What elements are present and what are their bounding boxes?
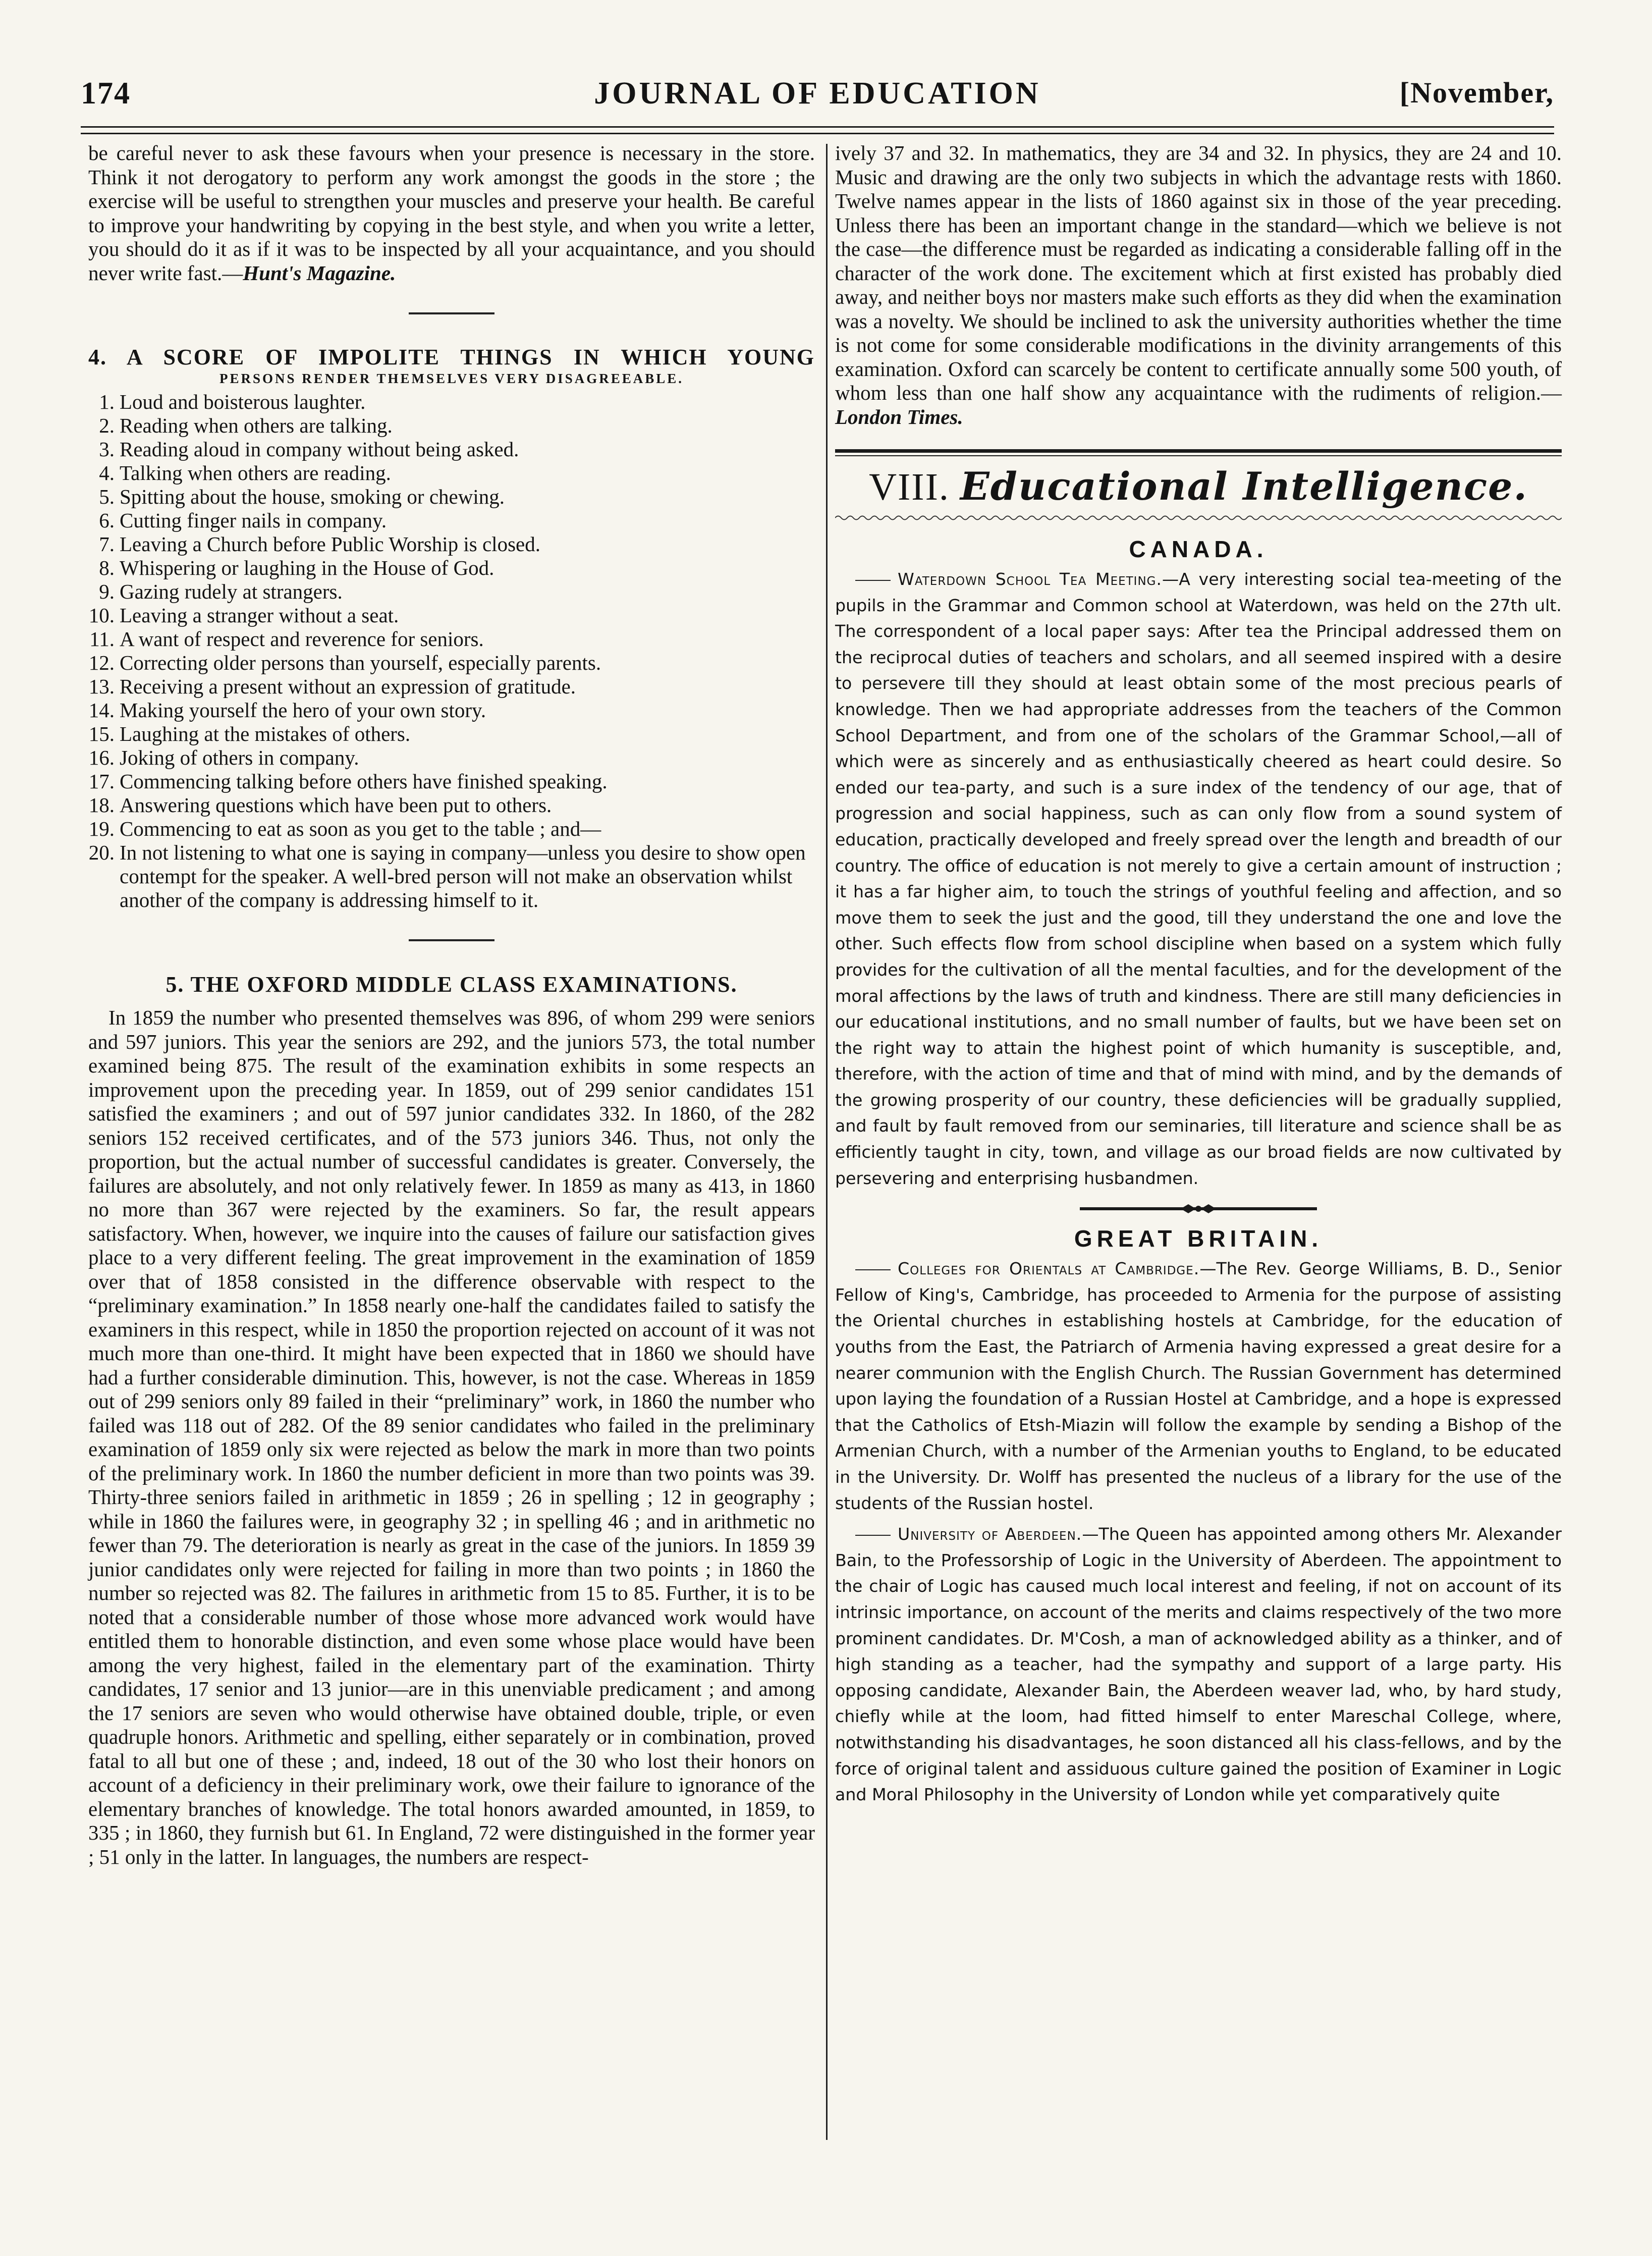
section-8-rule: [835, 449, 1562, 456]
item-dash: [855, 580, 891, 581]
list-item-text: Reading aloud in company without being asked.: [120, 438, 519, 461]
list-item-text: Commencing to eat as soon as you get to the table ; and—: [120, 817, 601, 840]
list-item: [88, 817, 815, 841]
impolite-things-list: [88, 390, 815, 912]
waterdown-kicker: Waterdown School Tea Meeting.: [898, 569, 1163, 589]
list-item: [88, 532, 815, 556]
list-item: [88, 390, 815, 414]
list-item-number: 15.: [88, 722, 115, 745]
canada-heading: CANADA.: [1129, 536, 1268, 562]
list-item: [88, 841, 815, 912]
left-column: [88, 141, 815, 1869]
list-item-text: In not listening to what one is saying in company—unless you desire to show open contempt for the speaker. A well-bred person will not make an observation whilst another of the company is addressing himself to it.: [120, 841, 806, 911]
list-item-text: Making yourself the hero of your own story.: [120, 699, 486, 722]
list-item-number: 6.: [99, 509, 115, 532]
section-5-body: In 1859 the number who presented themselves was 896, of whom 299 were seniors and 597 juniors. This year the seniors are 292, and the juniors 573, the total number examined being 875. The result of the examination exhibits in some respects an improvement upon the preceding year. In 1859, out of 299 senior candidates 151 satisfied the examiners ; and out of 597 junior candidates 332. In 1860, of the 282 seniors 152 received certificates, and of the 573 juniors 346. Thus, not only the proportion, but the actual number of successful candidates is greater. Conversely, the failures are absolutely, and not only relatively fewer. In 1859 as many as 413, in 1860 no more than 367 were rejected by the examiners. So far, the result appears satisfactory. When, however, we inquire into the causes of failure our satisfaction gives place to a very different feeling. The great improvement in the examination of 1859 over that of 1858 consisted in the difference observable with respect to the “preliminary examination.” In 1858 nearly one-half the candidates failed to satisfy the examiners in this respect, while in 1850 the proportion rejected on account of it was not much more than one-third. It might have been expected that in 1860 we should have had a further considerable diminution. This, however, is not the case. Whereas in 1859 out of 299 seniors only 89 failed in their “preliminary” work, in 1860 the number who failed was 118 out of 282. Of the 89 senior candidates who failed in the preliminary examination of 1859 only six were rejected as below the mark in more than two points of the preliminary work. In 1860 the number deficient in more than two points was 39. Thirty-three seniors failed in arithmetic in 1859 ; 26 in spelling ; 12 in geography ; while in 1860 the failures were, in geography 32 ; in spelling 46 ; and in arithmetic no fewer than 79. The deterioration is nearly as great in the case of the juniors. In 1859 39 junior candidates only were rejected for failing in more than two points ; in 1860 the number so rejected was 82. The failures in arithmetic from 15 to 85. Further, it is to be noted that a considerable number of those whose more advanced work would have entitled them to honorable distinction, and even some whose place would have been among the very highest, failed in the elementary part of the examination. Thirty candidates, 17 senior and 13 junior—are in this unenviable predicament ; and among the 17 seniors are seven who would otherwise have obtained double, triple, or even quadruple honors. Arithmetic and spelling, either separately or in combination, proved fatal to all but one of these ; and, indeed, 18 out of the 30 who lost their honors on account of a deficiency in their preliminary work, owe their failure to ignorance of the elementary branches of knowledge. The total honors awarded amounted, in 1859, to 335 ; in 1860, they furnish but 61. In England, 72 were distinguished in the former year ; 51 only in the latter. In languages, the numbers are respect-: [88, 1006, 815, 1868]
section-8-title: Educational Intelligence.: [960, 464, 1528, 509]
section-separator: [409, 312, 494, 314]
list-item-number: 10.: [88, 604, 115, 627]
list-item-number: 2.: [99, 414, 115, 437]
cambridge-body: —The Rev. George Williams, B. D., Senior Fellow of King's, Cambridge, has proceeded to Armenia for the purpose of assisting the Oriental churches in establishing hostels at Cambridge, for the education of youths from the East, the Patriarch of Armenia having expressed a great desire for a nearer communion with the English Church. The Russian Government has determined upon laying the foundation of a Russian Hostel at Cambridge, and a hope is expressed that the Catholics of Etsh-Miazin will follow the example by sending a Bishop of the Armenian Church, with a number of the Armenian youths to England, to be educated in the University. Dr. Wolff has presented the nucleus of a library for the use of the students of the Russian hostel.: [835, 1259, 1562, 1513]
continuation-paragraph: ively 37 and 32. In mathematics, they are 34 and 32. In physics, they are 24 and 10. Music and drawing are the only two subjects in which the advantage rests with 1860. Twelve names appear in the lists of 1860 against six in those of the year preceding. Unless there has been an important change in the standard—which we believe is not the case—the difference must be regarded as indicating a considerable falling off in the character of the work done. The excitement which at first existed has probably died away, and neither boys nor masters make such efforts as they did when the examination was a novelty. We should be inclined to ask the university authorities whether the time is not come for some considerable modifications in the divinity arrangements of this examination. Oxford can scarcely be content to certificate annually some 500 youth, of whom less than one half show any acquaintance with the rudiments of religion.—London Times.: [835, 141, 1562, 428]
list-item-text: Correcting older persons than yourself, especially parents.: [120, 651, 601, 674]
section-8-heading: [835, 462, 1562, 511]
list-item: [88, 651, 815, 675]
list-item-text: Reading when others are talking.: [120, 414, 393, 437]
section-8-numeral: VIII.: [869, 466, 950, 508]
great-britain-section: [835, 1224, 1562, 1807]
item-dash: [855, 1535, 891, 1536]
aberdeen-body: —The Queen has appointed among others Mr. Alexander Bain, to the Professorship of Logic in the University of Aberdeen. The appointment to the chair of Logic has caused much local interest and feeling, if not on account of its intrinsic importance, on account of the merits and claims respectively of the two more prominent candidates. Dr. M'Cosh, a man of acknowledged ability as a thinker, and of high standing as a teacher, had the sympathy and support of a large party. His opposing candidate, Alexander Bain, the Aberdeen weaver lad, who, by hard study, chiefly while at the loom, had fitted himself to enter Mareschal College, where, notwithstanding his disadvantages, he soon distanced all his class-fellows, and by the force of original talent and assiduous culture gained the position of Examiner in Logic and Moral Philosophy in the University of London while yet comparatively quite: [835, 1524, 1562, 1805]
canada-news: [835, 566, 1562, 1191]
great-britain-news: [835, 1256, 1562, 1807]
list-item: [88, 485, 815, 509]
oxford-continuation: [835, 141, 1562, 429]
list-item: [88, 509, 815, 532]
list-item-text: Whispering or laughing in the House of God.: [120, 556, 494, 579]
column-divider: [826, 144, 828, 2140]
list-item-number: 12.: [88, 651, 115, 674]
list-item-number: 19.: [88, 817, 115, 840]
cambridge-item: [835, 1256, 1562, 1516]
list-item-text: Joking of others in company.: [120, 746, 359, 769]
list-item: [88, 699, 815, 722]
list-item-text: Commencing talking before others have finished speaking.: [120, 770, 608, 793]
section-4-subheading: PERSONS RENDER THEMSELVES VERY DISAGREEABLE.: [219, 371, 684, 386]
item-dash: [855, 1269, 891, 1270]
list-item-number: 8.: [99, 556, 115, 579]
intro-article: [88, 141, 815, 285]
list-item-text: Spitting about the house, smoking or chewing.: [120, 485, 505, 508]
list-item-number: 5.: [99, 485, 115, 508]
waterdown-body: —A very interesting social tea-meeting of the pupils in the Grammar and Common school at Waterdown, was held on the 27th ult. The correspondent of a local paper says: After tea the Principal addressed them on the reciprocal duties of teachers and scholars, and all seemed inspired with a desire to persevere till they should at least obtain some of the most precious pearls of knowledge. Then we had appropriate addresses from the teachers of the Common School Department, and from one of the scholars of the Grammar School,—all of which were as sincerely and as enthusiastically cheered as heart could desire. So ended our tea-party, and such is a sure index of the tendency of our age, that of progression and social happiness, such as can only flow from a sound system of education, practically developed and freely spread over the length and breadth of our country. The office of education is not merely to give a certain amount of instruction ; it has a far higher aim, to touch the strings of youthful feeling and affection, and so move them to seek the just and the good, till they understand the one and love the other. Such effects flow from school discipline when based on a system which fully provides for the cultivation of all the mental faculties, and for the development of the moral affections by the laws of truth and kindness. There are still many deficiencies in our educational institutions, and no small number of faults, but we have been set on the right way to attain the highest point of which humanity is susceptible, and, therefore, with the action of time and that of mind with mind, and by the demands of the growing prosperity of our country, these deficiencies will be gradually supplied, and fault by fault removed from our seminaries, till literature and science shall be as efficiently taught in city, town, and village as our broad fields are now cultivated by persevering and enterprising husbandmen.: [835, 569, 1562, 1188]
list-item: [88, 461, 815, 485]
list-item-number: 3.: [99, 438, 115, 461]
section-separator: [409, 939, 494, 941]
ornament-divider: [1080, 1202, 1317, 1215]
canada-section: [835, 535, 1562, 1191]
list-item-number: 16.: [88, 746, 115, 769]
list-item-number: 11.: [89, 627, 115, 651]
list-item: [88, 438, 815, 461]
list-item-text: Leaving a stranger without a seat.: [120, 604, 399, 627]
list-item-text: A want of respect and reverence for seniors.: [120, 627, 484, 651]
list-item-number: 14.: [88, 699, 115, 722]
section-5-heading: 5. THE OXFORD MIDDLE CLASS EXAMINATIONS.: [166, 972, 738, 997]
wavy-rule: [835, 513, 1562, 522]
list-item: [88, 793, 815, 817]
list-item-text: Answering questions which have been put to others.: [120, 793, 552, 817]
list-item: [88, 556, 815, 580]
list-item: [88, 770, 815, 793]
list-item-text: Gazing rudely at strangers.: [120, 580, 343, 603]
list-item-number: 17.: [88, 770, 115, 793]
intro-signature: Hunt's Magazine.: [243, 261, 396, 285]
list-item-text: Laughing at the mistakes of others.: [120, 722, 411, 745]
list-item-number: 1.: [99, 390, 115, 413]
list-item-number: 20.: [88, 841, 115, 864]
list-item: [88, 580, 815, 604]
list-item: [88, 722, 815, 746]
list-item-text: Talking when others are reading.: [120, 461, 391, 485]
list-item: [88, 746, 815, 770]
header-rule: [81, 126, 1554, 134]
section-4: [88, 345, 815, 912]
list-item: [88, 604, 815, 627]
right-column: [835, 141, 1562, 1813]
section-5-body-block: [88, 1006, 815, 1869]
intro-paragraph: be careful never to ask these favours when your presence is necessary in the store. Think it not derogatory to perform any work amongst the goods in the store ; the exercise will be useful to strengthen your muscles and preserve your health. Be careful to improve your handwriting by copying in the best style, and when you write a letter, you should do it as if it was to be inspected by all your acquaintance, and you should never write fast.—Hunt's Magazine.: [88, 141, 815, 285]
continuation-signature: London Times.: [835, 405, 963, 428]
list-item-number: 13.: [88, 675, 115, 698]
list-item-number: 9.: [99, 580, 115, 603]
aberdeen-item: [835, 1521, 1562, 1808]
list-item-number: 4.: [99, 461, 115, 485]
list-item-number: 18.: [88, 793, 115, 817]
great-britain-heading: GREAT BRITAIN.: [1074, 1225, 1323, 1252]
cambridge-kicker: Colleges for Orientals at Cambridge.: [898, 1259, 1200, 1279]
page-number: 174: [81, 76, 131, 111]
section-5: [88, 972, 815, 1869]
waterdown-item: [835, 566, 1562, 1191]
list-item-text: Cutting finger nails in company.: [120, 509, 387, 532]
section-4-heading: 4. A SCORE OF IMPOLITE THINGS IN WHICH YOUNG: [88, 345, 815, 369]
aberdeen-kicker: University of Aberdeen.: [898, 1524, 1082, 1544]
list-item-text: Leaving a Church before Public Worship is closed.: [120, 532, 540, 556]
list-item: [88, 675, 815, 699]
list-item-text: Loud and boisterous laughter.: [120, 390, 366, 413]
list-item: [88, 627, 815, 651]
list-item-number: 7.: [99, 532, 115, 556]
running-header: [81, 76, 1554, 121]
list-item-text: Receiving a present without an expression of gratitude.: [120, 675, 576, 698]
list-item: [88, 414, 815, 438]
issue-month: [November,: [1399, 76, 1554, 109]
journal-title: JOURNAL OF EDUCATION: [594, 76, 1041, 111]
